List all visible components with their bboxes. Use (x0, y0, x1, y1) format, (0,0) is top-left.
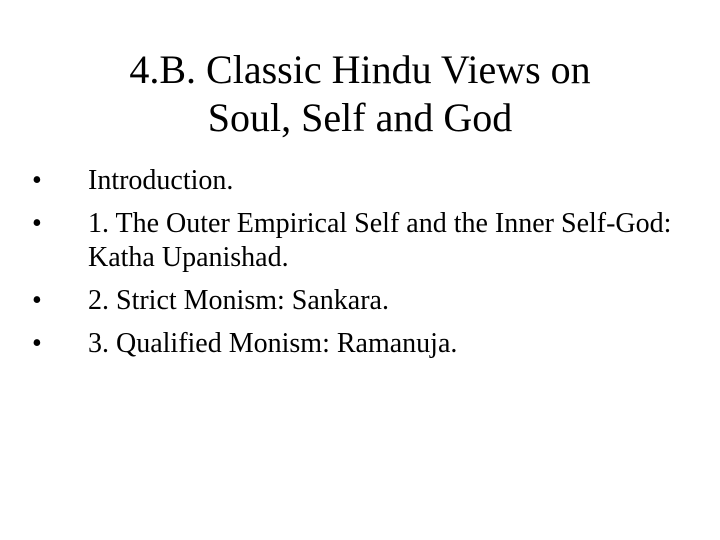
bullet-dot-icon: • (32, 285, 42, 316)
bullet-dot-icon: • (32, 208, 42, 239)
bullet-item-introduction (30, 164, 690, 198)
bullet-text: Introduction. (88, 165, 234, 196)
bullet-item-ramanuja (30, 327, 690, 361)
slide-title-line-1: 4.B. Classic Hindu Views on (129, 47, 591, 92)
bullet-dot-icon: • (32, 328, 42, 359)
bullet-item-katha-upanishad (30, 207, 690, 275)
bullet-text: 2. Strict Monism: Sankara. (88, 285, 389, 316)
bullet-list (30, 164, 690, 370)
bullet-item-sankara (30, 284, 690, 318)
bullet-text: 1. The Outer Empirical Self and the Inner Self-God: Katha Upanishad. (88, 208, 672, 273)
bullet-dot-icon: • (32, 165, 42, 196)
slide-title-line-2: Soul, Self and God (207, 95, 513, 140)
slide-title (60, 46, 660, 142)
bullet-text: 3. Qualified Monism: Ramanuja. (88, 328, 458, 359)
